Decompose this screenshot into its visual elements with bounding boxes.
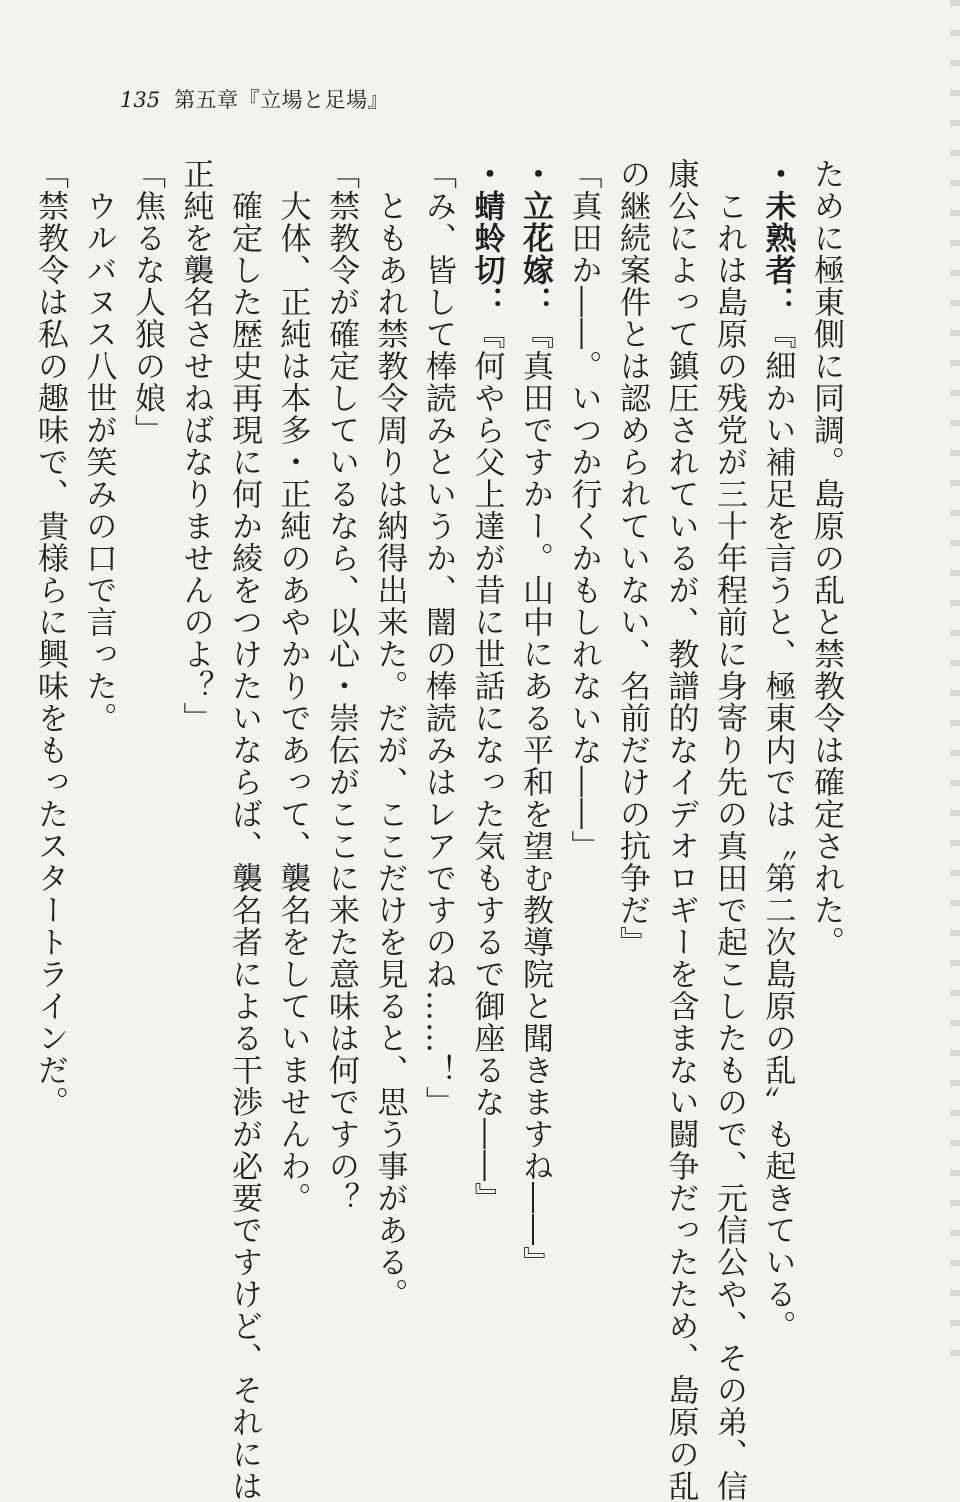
line-text: 『真田ですかー。山中にある平和を望む教導院と聞きますね――』 (517, 318, 553, 1278)
line-text: 『細かい補足を言うと、極東内では〝第二次島原の乱〟も起きている。 (759, 318, 796, 1342)
text-line (74, 158, 123, 1278)
line-text: の継続案件とは認められていない、名前だけの抗争だ』 (614, 158, 650, 958)
line-text: 「焦るな人狼の娘」 (129, 158, 165, 446)
line-text: 「禁教令は私の趣味で、貴様らに興味をもったスタートラインだ。 (32, 158, 68, 1118)
binding-edge (950, 0, 960, 1361)
line-text: ともあれ禁教令周りは納得出来た。だが、ここだけを見ると、思う事がある。 (371, 158, 408, 1310)
text-line (220, 158, 269, 1502)
line-text: これは島原の残党が三十年程前に身寄り先の真田で起こしたもので、元信公や、その弟、信 (711, 158, 747, 1502)
line-text: 「真田か――。いつか行くかもしれないな――」 (565, 158, 602, 862)
text-line (559, 158, 608, 1278)
speaker-label: ・蜻蛉切： (468, 158, 505, 318)
text-line (171, 158, 220, 1278)
text-line (414, 158, 463, 1278)
text-line (511, 158, 560, 1278)
text-line (608, 158, 657, 1278)
line-text: 「み、皆して棒読みというか、闇の棒読みはレアですのね……！」 (420, 158, 456, 1118)
vertical-body-text (26, 158, 851, 1502)
text-line (317, 158, 366, 1278)
line-text: 正純を襲名させねばなりませんのよ？」 (177, 158, 214, 734)
text-line (462, 158, 511, 1278)
text-line (365, 158, 414, 1310)
line-text: ウルバヌス八世が笑みの口で言った。 (80, 158, 117, 734)
line-text: 大体、正純は本多・正純のあやかりであって、襲名をしていませんわ。 (274, 158, 311, 1214)
line-text: ために極東側に同調。島原の乱と禁教令は確定された。 (808, 158, 844, 958)
speaker-label: ・未熟者： (759, 158, 796, 318)
text-line (656, 158, 705, 1502)
line-text: 「禁教令が確定しているなら、以心・崇伝がここに来た意味は何ですの？ (323, 158, 359, 1214)
line-text: 確定した歴史再現に何か綾をつけたいならば、襲名者による干渉が必要ですけど、それには (226, 158, 262, 1502)
line-text: 『何やら父上達が昔に世話になった気もするで御座るな――』 (468, 318, 505, 1214)
chapter-title: 第五章『立場と足場』 (174, 88, 390, 112)
speaker-label: ・立花嫁： (517, 158, 553, 318)
running-header (120, 84, 389, 114)
text-line (26, 158, 75, 1278)
text-line (123, 158, 172, 1278)
text-line (268, 158, 317, 1278)
text-line (802, 158, 851, 1278)
text-line (753, 158, 802, 1342)
line-text: 康公によって鎮圧されているが、教譜的なイデオロギーを含まない闘争だったため、島原の乱 (662, 158, 699, 1502)
text-line (705, 158, 754, 1502)
page-number: 135 (120, 88, 161, 112)
